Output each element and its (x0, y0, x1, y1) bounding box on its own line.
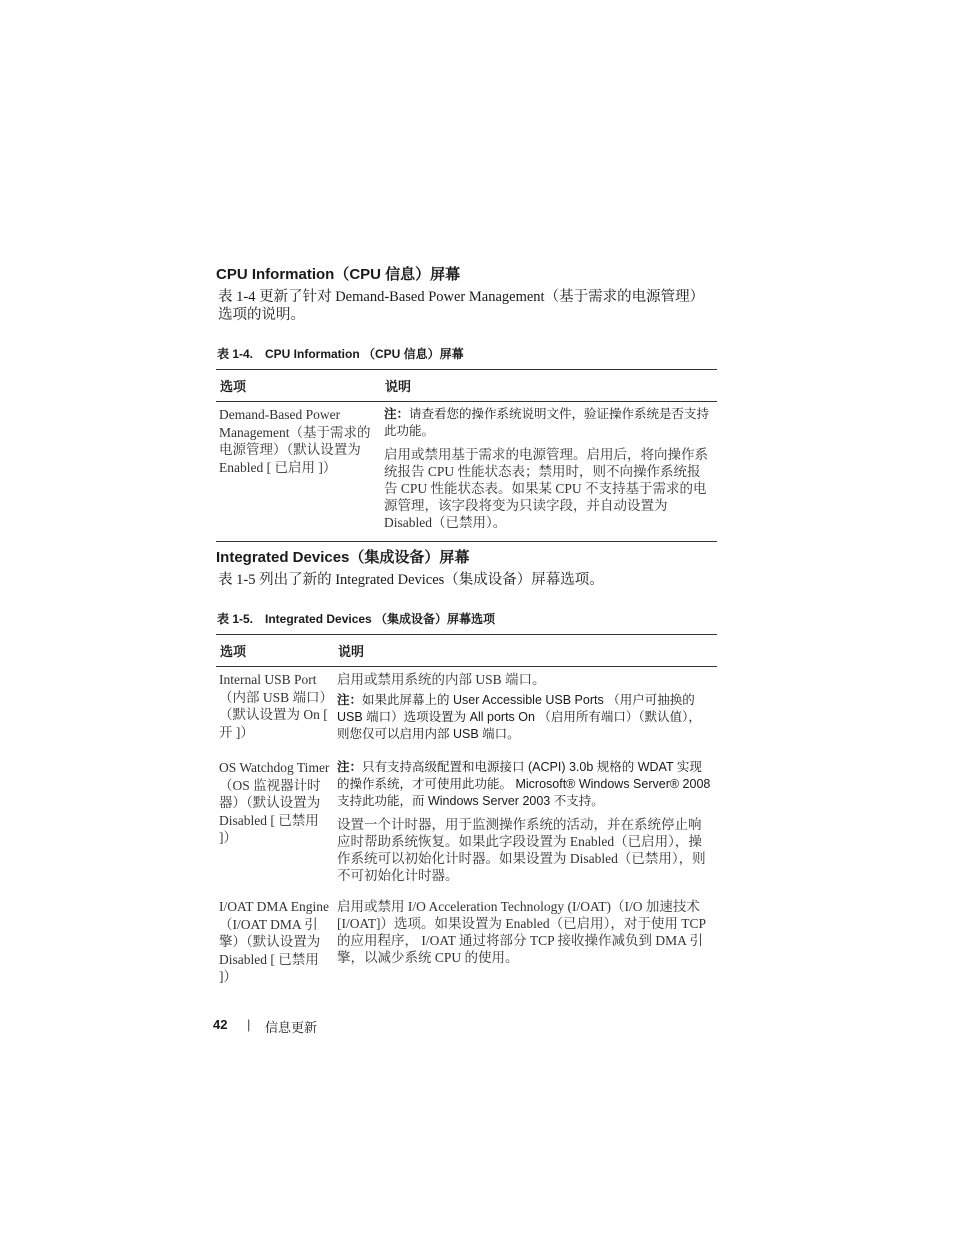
page-number: 42 (213, 1017, 228, 1032)
table-header-row (216, 635, 717, 667)
table-row (216, 402, 717, 542)
column-header-option: 选项 (216, 635, 334, 667)
description-cell (334, 894, 717, 992)
note-text: 请查看您的操作系统说明文件，验证操作系统是否支持此功能。 (384, 407, 710, 438)
table-caption-1-5: 表 1-5. Integrated Devices （集成设备）屏幕选项 (217, 612, 496, 626)
table-header-row (216, 370, 717, 402)
note (337, 692, 713, 743)
note-text: 如果此屏幕上的 User Accessible USB Ports （用户可抽换的 USB 端口）选项设置为 All ports On （启用所有端口）（默认值），则您仅可以启用内部 USB 端口。 (337, 693, 701, 741)
option-cell: OS Watchdog Timer（OS 监视器计时器）（默认设置为 Disabled [ 已禁用 ]） (219, 760, 330, 845)
table-row (216, 755, 717, 894)
description-text: 启用或禁用系统的内部 USB 端口。 (337, 672, 546, 687)
section-heading-integrated-devices: Integrated Devices（集成设备）屏幕 (216, 549, 470, 566)
table-cpu-information (216, 369, 717, 542)
note (384, 406, 713, 440)
table-integrated-devices (216, 634, 717, 992)
description-cell (334, 755, 717, 894)
description-text: 启用或禁用基于需求的电源管理。启用后，将向操作系统报告 CPU 性能状态表；禁用时，则不向操作系统报告 CPU 性能状态表。如果某 CPU 不支持基于需求的电源管理，该字段将变为只读字段，并自动设置为 Disabled（已禁用）。 (384, 447, 708, 530)
description-cell (381, 402, 717, 542)
option-cell: Demand-Based Power Management（基于需求的电源管理）（默认设置为 Enabled [ 已启用 ]） (216, 402, 381, 542)
footer-separator: | (247, 1017, 251, 1032)
note-label: 注： (337, 760, 363, 774)
description-text: 启用或禁用 I/O Acceleration Technology (I/OAT)（I/O 加速技术 [I/OAT]）选项。如果设置为 Enabled（已启用），对于使用 TCP 的应用程序， I/OAT 通过将部分 TCP 接收操作减负到 DMA 引擎，以减少系统 CPU 的使用。 (337, 899, 706, 965)
note (337, 759, 713, 810)
table-row (216, 894, 717, 992)
option-cell: I/OAT DMA Engine（I/OAT DMA 引擎）（默认设置为 Disabled [ 已禁用 ]） (219, 899, 329, 984)
note-text: 只有支持高级配置和电源接口 (ACPI) 3.0b 规格的 WDAT 实现的操作系统，才可使用此功能。 Microsoft® Windows Server® 2008 支持此功能，而 Windows Server 2003 不支持。 (337, 760, 711, 808)
section-intro-cpu: 表 1-4 更新了针对 Demand-Based Power Management（基于需求的电源管理）选项的说明。 (218, 289, 705, 323)
option-cell: Internal USB Port（内部 USB 端口）（默认设置为 On [ 开 ]） (219, 672, 328, 740)
table-caption-1-4: 表 1-4. CPU Information （CPU 信息）屏幕 (217, 347, 464, 361)
note-label: 注： (384, 407, 410, 421)
table-row (216, 667, 717, 756)
column-header-option: 选项 (216, 370, 381, 402)
note-label: 注： (337, 693, 363, 707)
column-header-description: 说明 (381, 370, 717, 402)
description-cell (334, 667, 717, 756)
chapter-title: 信息更新 (265, 1020, 318, 1035)
section-intro-integrated: 表 1-5 列出了新的 Integrated Devices（集成设备）屏幕选项。 (218, 572, 604, 588)
section-heading-cpu-information: CPU Information（CPU 信息）屏幕 (216, 266, 461, 283)
column-header-description: 说明 (334, 635, 717, 667)
description-text: 设置一个计时器，用于监测操作系统的活动，并在系统停止响应时帮助系统恢复。如果此字段设置为 Enabled（已启用），操作系统可以初始化计时器。如果设置为 Disabled（已禁用），则不可初始化计时器。 (337, 817, 706, 883)
